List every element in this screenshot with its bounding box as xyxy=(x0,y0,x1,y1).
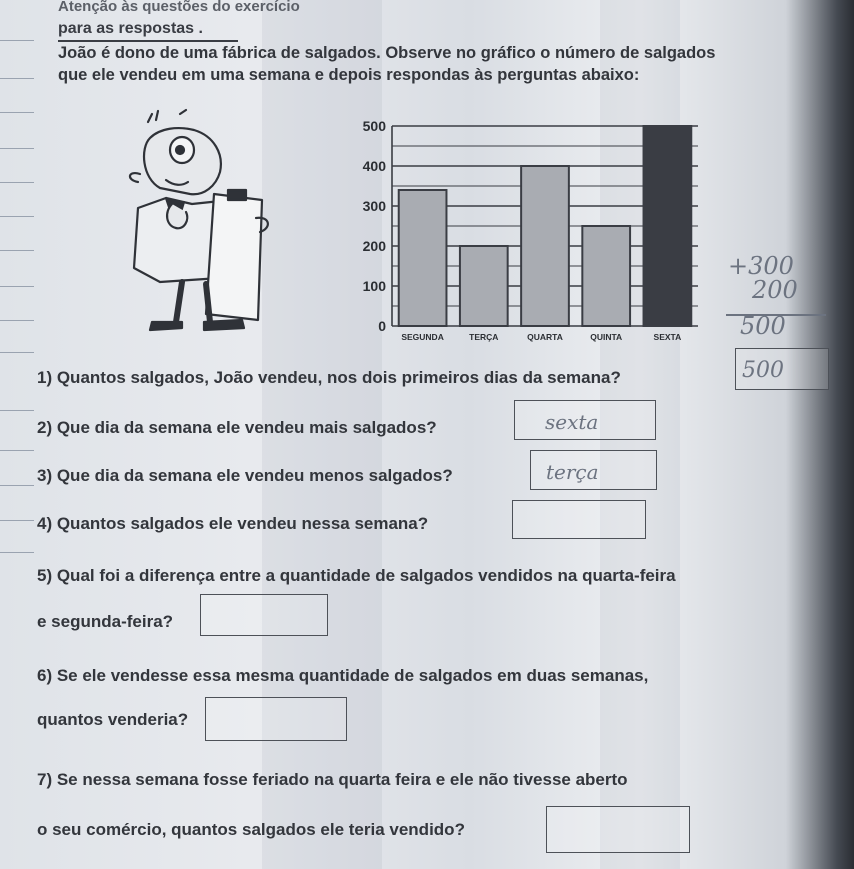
y-tick-label: 100 xyxy=(362,278,386,294)
question-4: 4) Quantos salgados ele vendeu nessa semana? xyxy=(37,514,429,533)
bar-chart xyxy=(330,108,710,353)
y-tick-label: 300 xyxy=(362,198,386,214)
question-7-line-2: o seu comércio, quantos salgados ele teria vendido? xyxy=(37,820,465,839)
chart-y-ticks xyxy=(363,118,387,334)
bar-quinta xyxy=(582,226,630,326)
question-7-line-1: 7) Se nessa semana fosse feriado na quarta feira e ele não tivesse aberto xyxy=(37,770,628,789)
answer-1-handwriting: 500 xyxy=(742,358,784,383)
x-tick-label: SEGUNDA xyxy=(401,332,444,342)
answer-3-handwriting: terça xyxy=(546,460,599,484)
answer-box-7[interactable] xyxy=(546,806,690,853)
chart-bars xyxy=(399,126,692,326)
answer-box-6[interactable] xyxy=(205,697,347,741)
question-6-line-2: quantos venderia? xyxy=(37,710,189,729)
question-5-line-1: 5) Qual foi a diferença entre a quantidade de salgados vendidos na quarta-feira xyxy=(37,566,676,585)
question-3: 3) Que dia da semana ele vendeu menos salgados? xyxy=(37,466,453,485)
question-5-line-2: e segunda-feira? xyxy=(37,612,174,631)
intro-line-2: que ele vendeu em uma semana e depois respondas às perguntas abaixo: xyxy=(58,66,640,84)
question-6-line-1: 6) Se ele vendesse essa mesma quantidade de salgados em duas semanas, xyxy=(37,666,649,685)
header xyxy=(58,0,300,37)
handwritten-sum-result: 500 xyxy=(740,312,786,340)
bar-quarta xyxy=(521,166,569,326)
bar-segunda xyxy=(399,190,447,326)
y-tick-label: 400 xyxy=(362,158,386,174)
header-sub-line: para as respostas . xyxy=(58,20,203,37)
answer-box-5[interactable] xyxy=(200,594,328,636)
handwritten-sum-mid: 200 xyxy=(752,276,798,304)
question-2: 2) Que dia da semana ele vendeu mais salgados? xyxy=(37,418,437,437)
y-tick-label: 500 xyxy=(362,118,386,134)
handwritten-sum-top: +300 xyxy=(728,252,794,280)
y-tick-label: 200 xyxy=(362,238,386,254)
chart-x-ticks xyxy=(401,332,681,342)
x-tick-label: QUARTA xyxy=(527,332,563,342)
intro-line-1: João é dono de uma fábrica de salgados. Observe no gráfico o número de salgados xyxy=(58,44,716,62)
x-tick-label: QUINTA xyxy=(590,332,623,342)
answer-2-handwriting: sexta xyxy=(545,410,599,434)
header-top-line: Atenção às questões do exercício xyxy=(58,0,300,15)
bar-terça xyxy=(460,246,508,326)
x-tick-label: TERÇA xyxy=(469,332,499,342)
question-1: 1) Quantos salgados, João vendeu, nos dois primeiros dias da semana? xyxy=(37,368,621,387)
cartoon-illustration xyxy=(120,108,280,333)
bar-sexta xyxy=(644,126,692,326)
answer-box-4[interactable] xyxy=(512,500,646,539)
y-tick-label: 0 xyxy=(378,318,386,334)
intro-text xyxy=(58,42,818,86)
x-tick-label: SEXTA xyxy=(653,332,682,342)
